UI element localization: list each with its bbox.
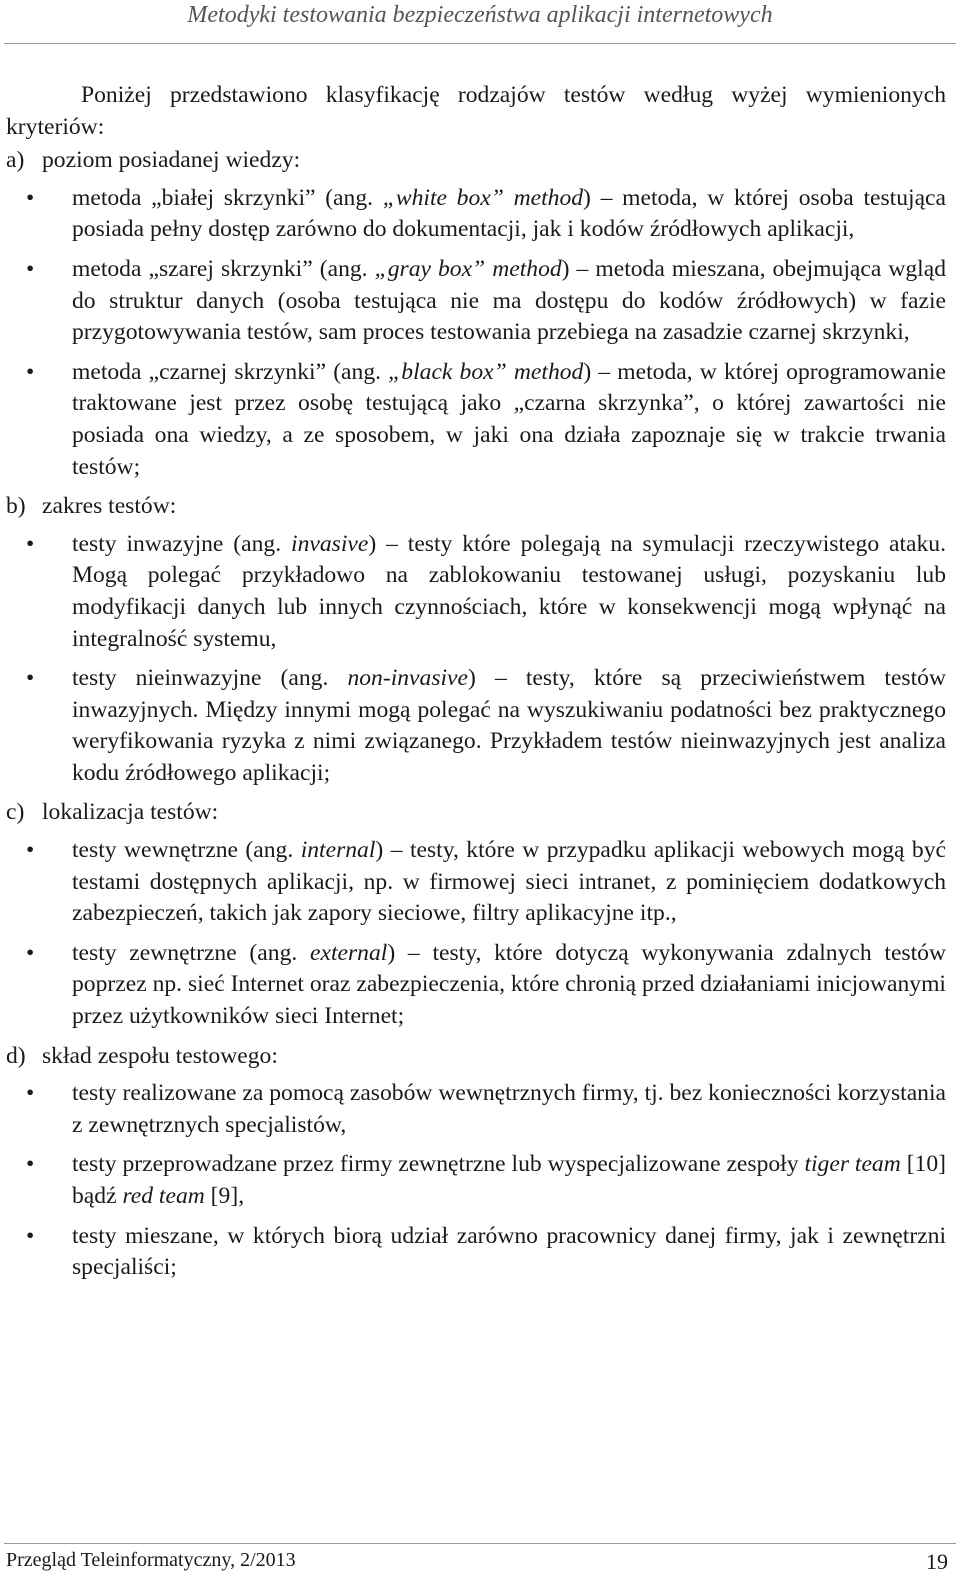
intro-paragraph: Poniżej przedstawiono klasyfikację rodzajów testów według wyżej wymienionych kryteriów: [6, 82, 946, 140]
section-label: b) [6, 493, 26, 520]
section-title: zakres testów: [42, 493, 177, 520]
page-header [0, 0, 960, 44]
bullet-icon: • [26, 184, 35, 211]
bullet-icon: • [26, 255, 35, 282]
list-item: • metoda „czarnej skrzynki” (ang. „black box” method) – metoda, w której oprogramowanie traktowane jest przez osobę testującą jako „czarna skrzynka”, o której zawartości nie posiada ona wiedzy, a ze sposobem, w jaki ona działa zapoznaje się w trakcie trwania testów; [26, 358, 947, 480]
list-d [6, 1078, 946, 1284]
list-item: • metoda „szarej skrzynki” (ang. „gray box” method) – metoda mieszana, obejmująca wgląd do struktur danych (osoba testująca nie ma dostępu do kodów źródłowych) w fazie przygotowywania testów, sam proces testowania przebiega na zasadzie czarnej skrzynki, [26, 255, 946, 346]
section-heading-d [6, 1041, 946, 1073]
list-item: • testy wewnętrzne (ang. internal) – testy, które w przypadku aplikacji webowych mogą być testami dostępnych aplikacji, np. w firmowej sieci intranet, z pominięciem dodatkowych zabezpieczeń, takich jak zapory sieciowe, filtry aplikacyjne itp., [26, 837, 946, 927]
section-title: lokalizacja testów: [42, 799, 219, 826]
bullet-icon: • [26, 665, 35, 692]
list-b [6, 529, 946, 790]
page-footer [0, 1540, 960, 1583]
list-item: • testy mieszane, w których biorą udział zarówno pracownicy danej firmy, jak i zewnętrzni specjaliści; [26, 1222, 946, 1281]
section-label: c) [6, 799, 25, 826]
list-item: • metoda „białej skrzynki” (ang. „white box” method) – metoda, w której osoba testująca posiada pełny dostęp zarówno do dokumentacji, jak i kodów źródłowych aplikacji, [26, 184, 946, 243]
section-heading-b [6, 491, 946, 523]
footer-rule [4, 1543, 956, 1544]
list-item: • testy inwazyjne (ang. invasive) – testy które polegają na symulacji rzeczywistego ataku. Mogą polegać przykładowo na zablokowaniu testowanej usługi, pozyskaniu lub modyfikacji danych lub innych czynnościach, które w konsekwencji mogą wpłynąć na integralność systemu, [26, 530, 946, 652]
list-a [6, 183, 946, 483]
list-item: • testy zewnętrzne (ang. external) – testy, które dotyczą wykonywania zdalnych testów poprzez np. sieć Internet oraz zabezpieczenia, które chronią przed działaniami inicjowanymi przez użytkowników sieci Internet; [26, 939, 946, 1030]
header-rule [4, 43, 956, 44]
section-label: a) [6, 147, 25, 174]
section-heading-a [6, 145, 946, 177]
page-number: 19 [926, 1549, 948, 1574]
bullet-icon: • [26, 837, 35, 864]
list-item: • testy nieinwazyjne (ang. non-invasive) – testy, które są przeciwieństwem testów inwazyjnych. Między innymi mogą polegać na wyszukiwaniu podatności bez praktycznego weryfikowania ryzyka z nimi związanego. Przykładem testów nieinwazyjnych jest analiza kodu źródłowego aplikacji; [26, 665, 946, 786]
bullet-icon: • [26, 1222, 35, 1249]
bullet-icon: • [26, 1080, 35, 1107]
list-item: • testy przeprowadzane przez firmy zewnętrzne lub wyspecjalizowane zespoły tiger team [10] bądź red team [9], [26, 1151, 946, 1209]
body-text [6, 80, 946, 1292]
bullet-icon: • [26, 1151, 35, 1178]
section-title: poziom posiadanej wiedzy: [42, 147, 301, 174]
bullet-icon: • [26, 530, 35, 557]
bullet-icon: • [26, 939, 35, 966]
section-title: skład zespołu testowego: [42, 1042, 278, 1069]
section-label: d) [6, 1042, 26, 1069]
list-item: • testy realizowane za pomocą zasobów wewnętrznych firmy, tj. bez konieczności korzystania z zewnętrznych specjalistów, [26, 1080, 946, 1138]
journal-name: Przegląd Teleinformatyczny, 2/2013 [6, 1549, 296, 1571]
bullet-icon: • [26, 358, 35, 385]
list-c [6, 835, 946, 1033]
running-title: Metodyki testowania bezpieczeństwa aplikacji internetowych [187, 2, 773, 28]
section-heading-c [6, 797, 946, 829]
